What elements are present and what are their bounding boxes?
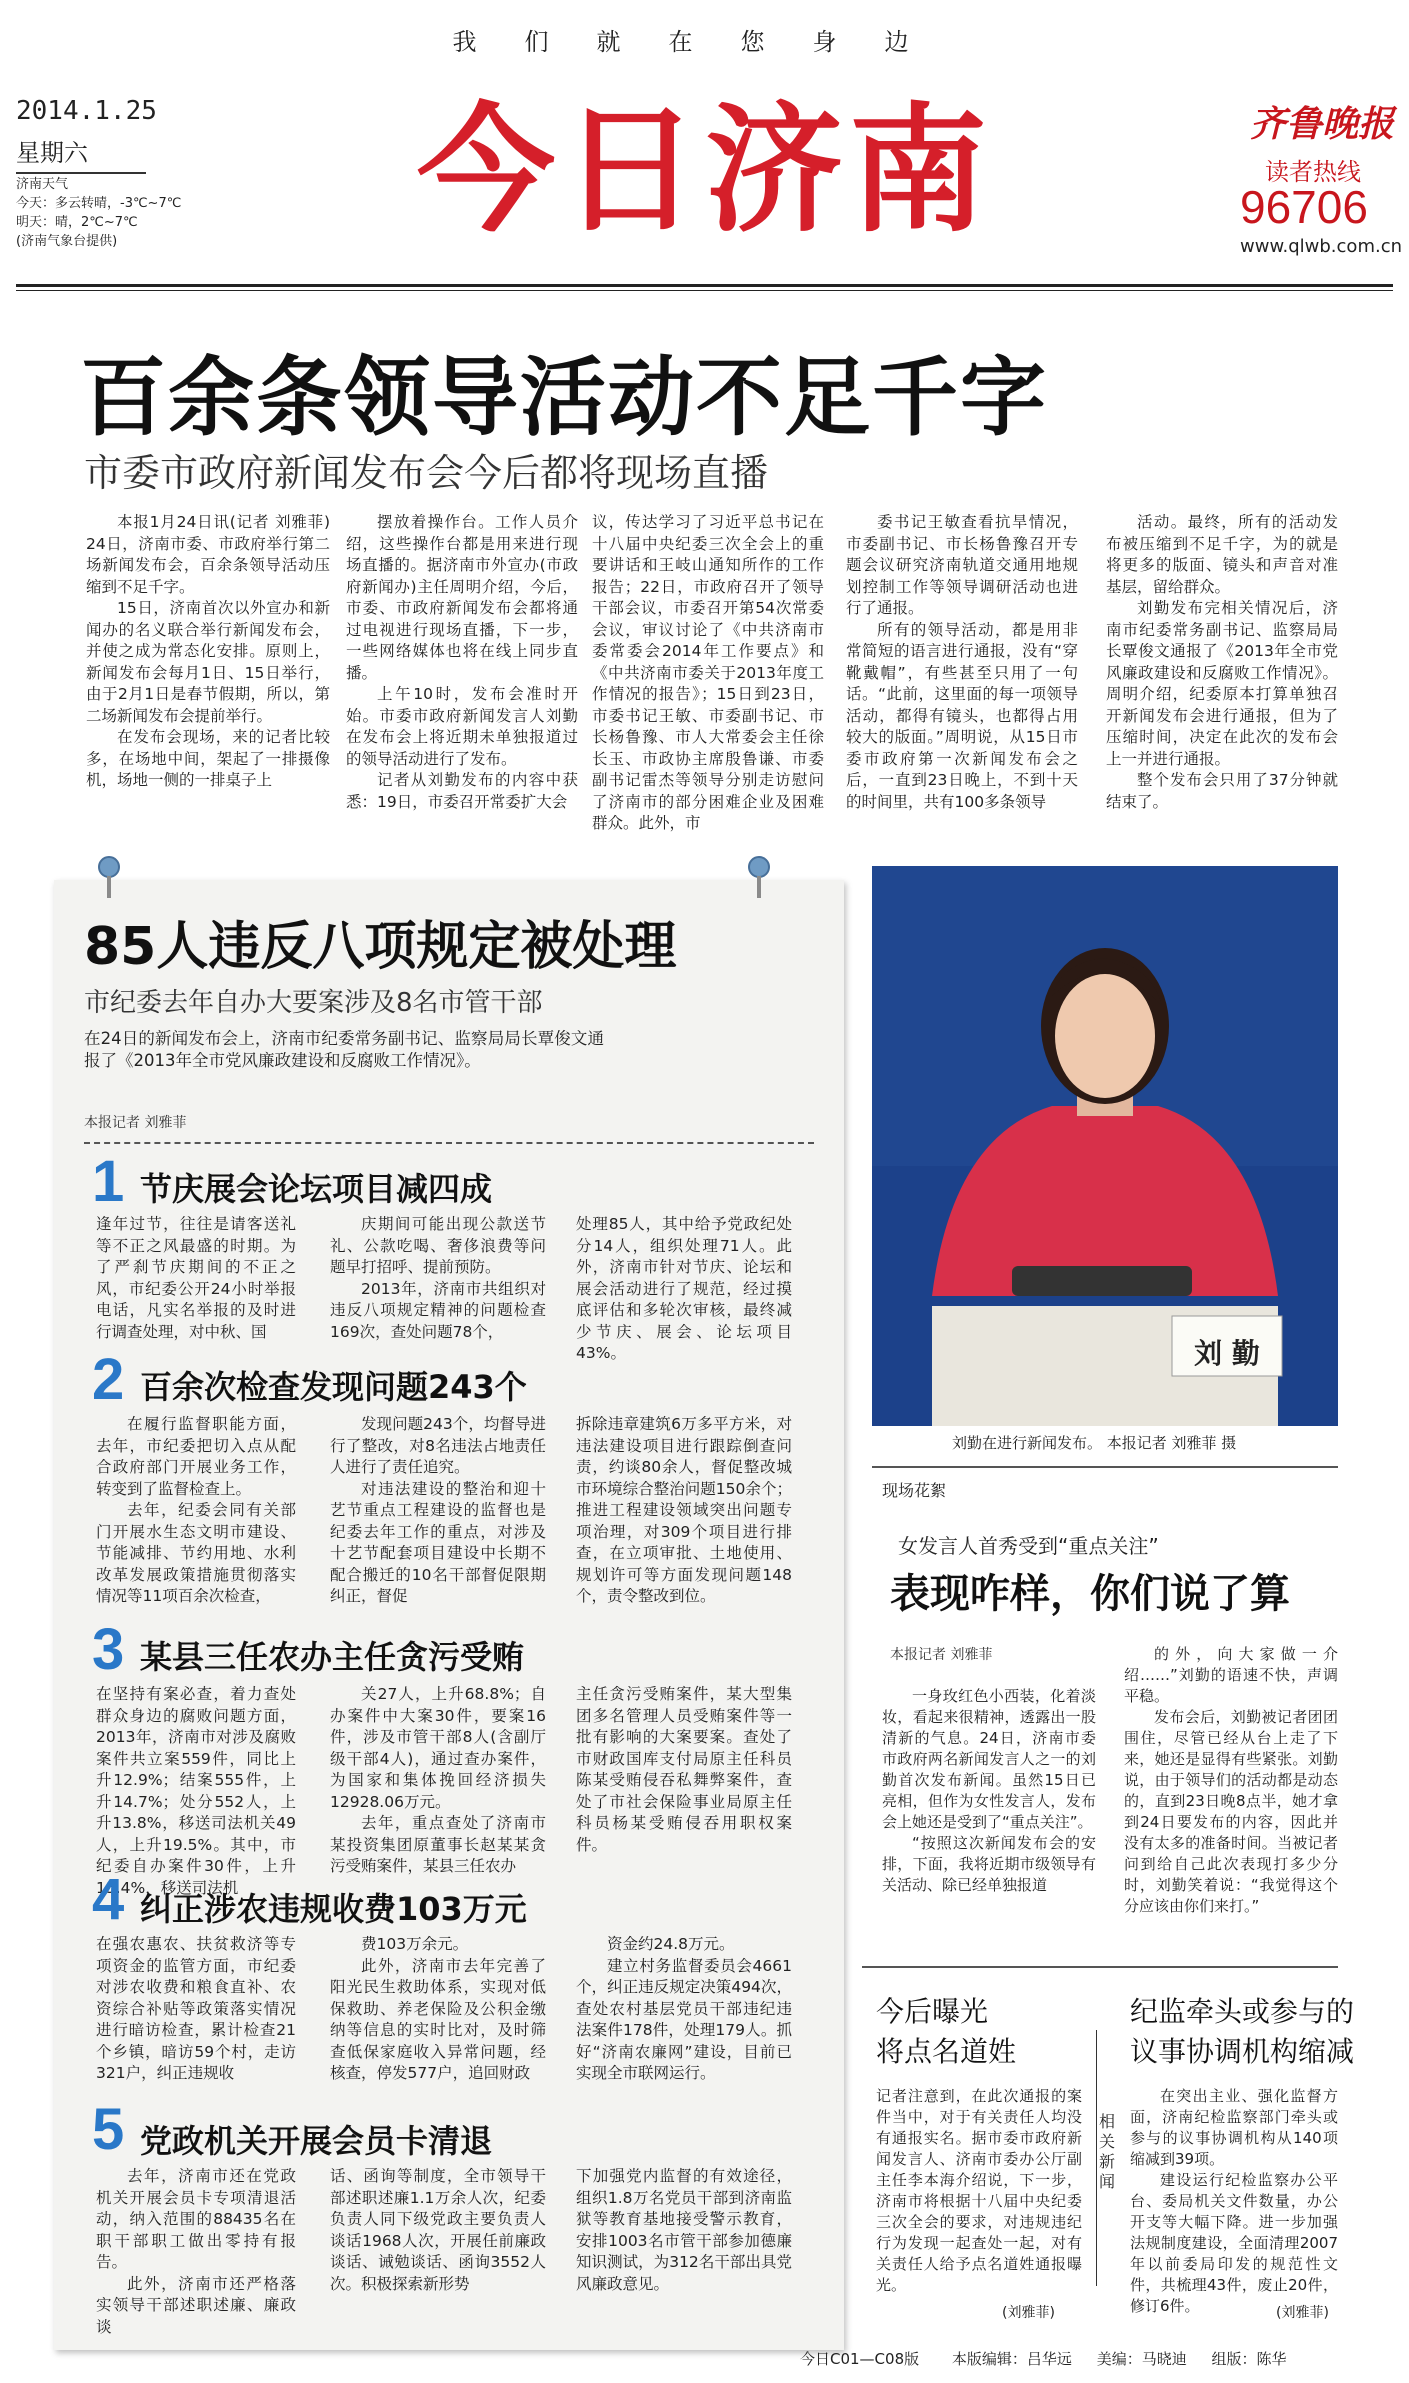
section-1-column-1: 逢年过节，往往是请客送礼等不正之风最盛的时期。为了严刹节庆期间的不正之风，市纪委公开24小时举报电话，凡实名举报的及时进行调查处理，对中秋、国	[96, 1215, 296, 1341]
feature-divider	[84, 1142, 814, 1144]
pin-stem	[107, 876, 111, 898]
section-2-column-2: 发现问题243个，均督导进行了整改，对8名违法占地责任人进行了责任追究。 对违法建设的整治和迎十艺节重点工程建设的监督也是纪委去年工作的重点，对涉及十艺节配套项目建设中长期不配合搬迁的10名干部督促限期纠正，督促	[330, 1415, 546, 1605]
sidebar-headline: 表现咋样，你们说了算	[890, 1571, 1290, 1617]
masthead-rule	[16, 284, 1393, 287]
footer-pages: 今日C01—C08版	[800, 2350, 920, 2368]
related-rule	[862, 1966, 1338, 1968]
weather-source: (济南气象台提供)	[16, 234, 118, 249]
masthead-weekday: 星期六	[16, 133, 146, 174]
section-3-column-1: 在坚持有案必查，着力查处群众身边的腐败问题方面，2013年，济南市对涉及腐败案件共立案559件，同比上升12.9%；结案555件，上升14.7%；处分552人，上升13.8%，移送司法机关49人，上升19.5%。其中，市纪委自办案件30件，上升15.4%，移送司法机	[96, 1685, 296, 1897]
section-number-2: 2	[92, 1347, 125, 1412]
hotline-number: 96706	[1240, 181, 1368, 233]
sidebar-tag: 现场花絮	[882, 1481, 947, 1500]
pin-stem	[757, 876, 761, 898]
related-right-headline-2: 议事协调机构缩减	[1130, 2035, 1355, 2068]
website-link[interactable]: www.qlwb.com.cn	[1240, 236, 1402, 257]
related-right-body: 在突出主业、强化监督方面，济南纪检监察部门牵头或参与的议事协调机构从140项缩减到39项。 建设运行纪检监察办公平台、委局机关文件数量，办公开支等大幅下降。进一步加强法规制度建设，全面清理2007年以前委局印发的规范性文件，共梳理43件，废止20件，修订6件。	[1130, 2087, 1338, 2315]
weather-title: 济南天气	[16, 177, 69, 192]
lead-column-4: 委书记王敏查看抗旱情况，市委副书记、市长杨鲁豫召开专题会议研究济南轨道交通用地规划控制工作等领导调研活动也进行了通报。 所有的领导活动，都是用非常简短的语言进行通报，没有“穿靴戴帽”，有些甚至只用了一句话。“此前，这里面的每一项领导活动，都得有镜头，也都得占用较大的版面。”周明说，从15日市委市政府第一次新闻发布会之后，一直到23日晚上，不到十天的时间里，共有100多条领导	[846, 513, 1078, 811]
related-right-signature: (刘雅菲)	[1276, 2305, 1329, 2321]
section-4-column-3: 资金约24.8万元。 建立村务监督委员会4661个，纠正违反规定决策494次，查处农村基层党员干部违纪违法案件178件，处理179人。抓好“济南农廉网”建设，目前已实现全市联网运行。	[576, 1935, 792, 2082]
section-1-column-2: 庆期间可能出现公款送节礼、公款吃喝、奢侈浪费等问题早打招呼、提前预防。 2013年，济南市共组织对违反八项规定精神的问题检查169次，查处问题78个，	[330, 1215, 546, 1341]
feature-intro: 在24日的新闻发布会上，济南市纪委常务副书记、监察局局长覃俊文通报了《2013年全市党风廉政建设和反腐败工作情况》。	[84, 1029, 604, 1070]
feature-byline: 本报记者 刘雅菲	[84, 1115, 187, 1131]
section-1-column-3: 处理85人，其中给予党政纪处分14人，组织处理71人。此外，济南市针对节庆、论坛和展会活动进行了规范，经过摸底评估和多轮次审核，最终减少节庆、展会、论坛项目43%。	[576, 1215, 792, 1362]
lead-column-5: 活动。最终，所有的活动发布被压缩到不足千字，为的就是将更多的版面、镜头和声音对准基层，留给群众。 刘勤发布完相关情况后，济南市纪委常务副书记、监察局局长覃俊文通报了《2013年全市党风廉政建设和反腐败工作情况》。周明介绍，纪委原本打算单独召开新闻发布会进行通报，但为了压缩时间，决定在此次的发布会上一并进行通报。 整个发布会只用了37分钟就结束了。	[1106, 513, 1338, 811]
section-2-column-3: 拆除违章建筑6万多平方米，对违法建设项目进行跟踪倒查问责，约谈80余人，督促整改城市环境综合整治问题150余个；推进工程建设领域突出问题专项治理，对309个项目进行排查，在立项审批、土地使用、规划许可等方面发现问题148个，责令整改到位。	[576, 1415, 792, 1605]
section-4-column-2: 费103万余元。 此外，济南市去年完善了阳光民生救助体系，实现对低保救助、养老保险及公积金缴纳等信息的实时比对，及时筛查低保家庭收入异常问题，经核查，停发577户，追回财政	[330, 1935, 546, 2082]
related-left-body: 记者注意到，在此次通报的案件当中，对于有关责任人均没有通报实名。据市委市政府新闻发言人、济南市委办公厅副主任李本海介绍说，下一步，济南市将根据十八届中央纪委三次全会的要求，对违规违纪行为发现一起查处一起，对有关责任人给予点名道姓通报曝光。	[876, 2087, 1082, 2294]
section-number-3: 3	[92, 1617, 125, 1682]
section-5-column-1: 去年，济南市还在党政机关开展会员卡专项清退活动，纳入范围的88435名在职干部职工做出零持有报告。 此外，济南市还严格落实领导干部述职述廉、廉政谈	[96, 2167, 296, 2336]
sidebar-byline: 本报记者 刘雅菲	[890, 1647, 993, 1663]
lead-subhead: 市委市政府新闻发布会今后都将现场直播	[84, 451, 769, 495]
related-left-headline-1: 今后曝光	[876, 1995, 989, 2028]
newspaper-title: 今日济南	[416, 88, 993, 251]
section-title-3: 某县三任农办主任贪污受贿	[140, 1638, 525, 1676]
masthead-rule-thin	[16, 290, 1393, 291]
brand-logo: 齐鲁晚报	[1250, 103, 1395, 145]
spokesperson-photo	[872, 866, 1338, 1426]
section-5-column-2: 话、函询等制度，全市领导干部述职述廉1.1万余人次，纪委负责人同下级党政主要负责人谈话1968人次，开展任前廉政谈话、诫勉谈话、函询3552人次。积极探索新形势	[330, 2167, 546, 2293]
section-number-1: 1	[92, 1149, 125, 1214]
feature-subhead: 市纪委去年自办大要案涉及8名市管干部	[84, 988, 543, 1018]
related-right-headline-1: 纪监牵头或参与的	[1130, 1995, 1355, 2028]
section-title-5: 党政机关开展会员卡清退	[140, 2122, 493, 2160]
section-3-column-3: 主任贪污受贿案件，某大型集团多名管理人员受贿案件等一批有影响的大案要案。查处了市财政国库支付局原主任科员陈某受贿侵吞私舞弊案件，查处了市社会保险事业局原主任科员杨某受贿侵吞用职权案件。	[576, 1685, 792, 1854]
masthead-slogan: 我们就在您身边	[452, 28, 957, 56]
footer-editor: 本版编辑：吕华远	[951, 2350, 1072, 2368]
weather-today: 今天：多云转晴，-3℃~7℃	[16, 196, 182, 211]
section-title-4: 纠正涉农违规收费103万元	[140, 1890, 527, 1928]
related-left-headline-2: 将点名道姓	[876, 2035, 1017, 2068]
related-left-signature: (刘雅菲)	[1002, 2305, 1055, 2321]
related-vertical-rule	[1096, 2030, 1097, 2286]
section-number-4: 4	[92, 1867, 125, 1932]
lead-column-3: 议，传达学习了习近平总书记在十八届中央纪委三次全会上的重要讲话和王岐山通知所作的工作报告；22日，市政府召开了领导干部会议，市委召开第54次常委会议，审议讨论了《中共济南市委常委会2014年工作要点》和《中共济南市委关于2013年度工作情况的报告》；15日到23日，市委书记王敏、市委副书记、市长杨鲁豫、市人大常委会主任徐长玉、市政协主席殷鲁谦、市委副书记雷杰等领导分别走访慰问了济南市的部分困难企业及困难群众。此外，市	[592, 513, 824, 832]
masthead-date: 2014.1.25	[16, 96, 157, 126]
section-number-5: 5	[92, 2097, 125, 2162]
name-placard: 刘 勤	[1194, 1337, 1260, 1370]
footer	[800, 2348, 1287, 2369]
sidebar-kicker: 女发言人首秀受到“重点关注”	[898, 1534, 1159, 1558]
section-5-column-3: 下加强党内监督的有效途径，组织1.8万名党员干部到济南监狱等教育基地接受警示教育，安排1003名市管干部参加德廉知识测试，为312名干部出具党风廉政意见。	[576, 2167, 792, 2293]
related-news-label: 相关新闻	[1098, 2112, 1115, 2191]
section-title-2: 百余次检查发现问题243个	[140, 1368, 527, 1406]
pin-icon	[98, 856, 120, 878]
sidebar-column-1: 一身玫红色小西装，化着淡妆，看起来很精神，透露出一股清新的气息。24日，济南市委市政府两名新闻发言人之一的刘勤首次发布新闻。虽然15日已亮相，但作为女性发言人，发布会上她还是受到了“重点关注”。 “按照这次新闻发布会的安排，下面，我将近期市级领导有关活动、除已经单独报道	[882, 1687, 1096, 1894]
pin-icon	[748, 856, 770, 878]
lead-column-1: 本报1月24日讯(记者 刘雅菲) 24日，济南市委、市政府举行第二场新闻发布会，百余条领导活动压缩到不足千字。 15日，济南首次以外宣办和新闻办的名义联合举行新闻发布会，并使之成为常态化安排。原则上，新闻发布会每月1日、15日举行，由于2月1日是春节假期，所以，第二场新闻发布会提前举行。 在发布会现场，来的记者比较多，在场地中间，架起了一排摄像机，场地一侧的一排桌子上	[86, 513, 330, 789]
weather-tomorrow: 明天：晴，2℃~7℃	[16, 215, 138, 230]
hotline-label: 读者热线	[1265, 158, 1361, 186]
feature-headline: 85人违反八项规定被处理	[84, 917, 677, 977]
sidebar-rule	[872, 1466, 1338, 1468]
weather-box	[16, 175, 181, 251]
photo-caption: 刘勤在进行新闻发布。 本报记者 刘雅菲 摄	[952, 1434, 1237, 1452]
section-title-1: 节庆展会论坛项目减四成	[140, 1170, 493, 1208]
section-2-column-1: 在履行监督职能方面，去年，市纪委把切入点从配合政府部门开展业务工作，转变到了监督检查上。 去年，纪委会同有关部门开展水生态文明市建设、节能减排、节约用地、水利改革发展政策措施贯彻落实情况等11项百余次检查，	[96, 1415, 296, 1605]
sidebar-column-2: 的外，向大家做一介绍……”刘勤的语速不快，声调平稳。 发布会后，刘勤被记者团团围住，尽管已经从台上走了下来，她还是显得有些紧张。刘勤说，由于领导们的活动都是动态的，直到23日晚8点半，她才拿到24日要发布的内容，因此并没有太多的准备时间。当被记者问到给自己此次表现打多少分时，刘勤笑着说：“我觉得这个分应该由你们来打。”	[1124, 1645, 1338, 1915]
footer-designer: 美编：马晓迪	[1096, 2350, 1187, 2368]
footer-proof: 组版：陈华	[1211, 2350, 1287, 2368]
lead-headline: 百余条领导活动不足千字	[80, 348, 1048, 448]
lead-column-2: 摆放着操作台。工作人员介绍，这些操作台都是用来进行现场直播的。据济南市外宣办(市政府新闻办)主任周明介绍，今后，市委、市政府新闻发布会都将通过电视进行现场直播，下一步，一些网络媒体也将在线上同步直播。 上午10时，发布会准时开始。市委市政府新闻发言人刘勤在发布会上将近期未单独报道过的领导活动进行了发布。 记者从刘勤发布的内容中获悉：19日，市委召开常委扩大会	[346, 513, 578, 811]
section-4-column-1: 在强农惠农、扶贫救济等专项资金的监管方面，市纪委对涉农收费和粮食直补、农资综合补贴等政策落实情况进行暗访检查，累计检查21个乡镇，暗访59个村，走访321户，纠正违规收	[96, 1935, 296, 2082]
section-3-column-2: 关27人，上升68.8%；自办案件中大案30件，要案16件，涉及市管干部8人(含副厅级干部4人)，通过查办案件，为国家和集体挽回经济损失12928.06万元。 去年，重点查处了济南市某投资集团原董事长赵某某贪污受贿案件，某县三任农办	[330, 1685, 546, 1875]
